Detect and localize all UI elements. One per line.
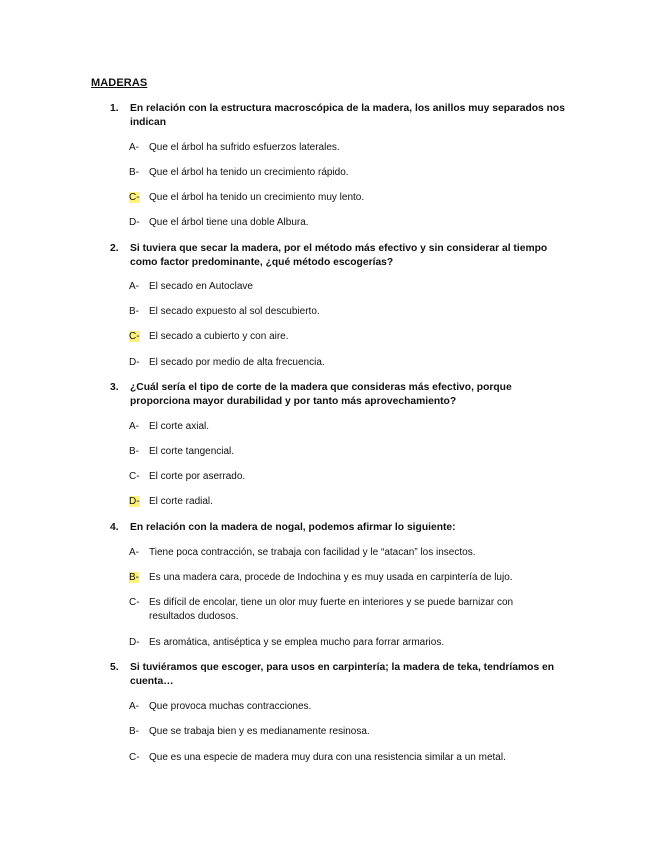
highlighted-answer-letter: D- bbox=[129, 496, 140, 507]
option-3c bbox=[129, 470, 559, 484]
question-text: Si tuviéramos que escoger, para usos en carpintería; la madera de teka, tendríamos en cuenta… bbox=[130, 662, 555, 687]
option-letter: C- bbox=[129, 752, 140, 763]
highlighted-answer-letter: B- bbox=[129, 572, 139, 583]
option-1d bbox=[129, 216, 559, 230]
option-letter: A- bbox=[129, 142, 139, 153]
option-text: Es difícil de encolar, tiene un olor muy fuerte en interiores y se puede barnizar con resultados dudosos. bbox=[149, 597, 514, 622]
option-text: El corte axial. bbox=[149, 421, 210, 432]
question-number: 2. bbox=[110, 243, 119, 254]
option-text: El corte tangencial. bbox=[149, 446, 235, 457]
highlighted-answer-letter: C- bbox=[129, 192, 140, 203]
question-number: 1. bbox=[110, 103, 119, 114]
question-2 bbox=[110, 242, 570, 270]
option-letter: B- bbox=[129, 167, 139, 178]
option-letter: B- bbox=[129, 306, 139, 317]
question-text: En relación con la estructura macroscópica de la madera, los anillos muy separados nos indican bbox=[130, 103, 565, 128]
option-letter: D- bbox=[129, 637, 140, 648]
option-text: Que el árbol ha tenido un crecimiento rápido. bbox=[149, 167, 349, 178]
option-text: Tiene poca contracción, se trabaja con facilidad y le “atacan” los insectos. bbox=[149, 547, 476, 558]
option-5a bbox=[129, 700, 559, 714]
option-text: Que se trabaja bien y es medianamente resinosa. bbox=[149, 726, 370, 737]
option-5b bbox=[129, 725, 559, 739]
option-text: Que es una especie de madera muy dura con una resistencia similar a un metal. bbox=[149, 752, 506, 763]
option-letter: A- bbox=[129, 281, 139, 292]
question-text: ¿Cuál sería el tipo de corte de la madera que consideras más efectivo, porque proporciona mayor durabilidad y por tanto más aprovechamiento? bbox=[130, 382, 512, 407]
option-text: El secado a cubierto y con aire. bbox=[149, 331, 289, 342]
question-number: 3. bbox=[110, 382, 119, 393]
option-text: El corte radial. bbox=[149, 496, 213, 507]
option-text: Que provoca muchas contracciones. bbox=[149, 701, 312, 712]
page-title: MADERAS bbox=[91, 77, 148, 89]
option-3d bbox=[129, 495, 559, 509]
option-text: El corte por aserrado. bbox=[149, 471, 246, 482]
option-letter: A- bbox=[129, 421, 139, 432]
option-text: Que el árbol ha tenido un crecimiento muy lento. bbox=[149, 192, 365, 203]
option-letter: B- bbox=[129, 726, 139, 737]
question-3 bbox=[110, 381, 570, 409]
highlighted-answer-letter: C- bbox=[129, 331, 140, 342]
option-text: Que el árbol tiene una doble Albura. bbox=[149, 217, 309, 228]
option-2b bbox=[129, 305, 559, 319]
question-4 bbox=[110, 521, 570, 535]
option-4b bbox=[129, 571, 559, 585]
option-text: El secado por medio de alta frecuencia. bbox=[149, 357, 325, 368]
option-text: Es aromática, antiséptica y se emplea mucho para forrar armarios. bbox=[149, 637, 445, 648]
option-letter: C- bbox=[129, 597, 140, 608]
option-2c bbox=[129, 330, 559, 344]
option-1b bbox=[129, 166, 559, 180]
question-text: En relación con la madera de nogal, podemos afirmar lo siguiente: bbox=[130, 522, 456, 533]
option-letter: A- bbox=[129, 701, 139, 712]
option-4a bbox=[129, 546, 559, 560]
option-2a bbox=[129, 280, 559, 294]
option-1c bbox=[129, 191, 559, 205]
option-text: El secado expuesto al sol descubierto. bbox=[149, 306, 320, 317]
option-4d bbox=[129, 636, 559, 650]
option-letter: B- bbox=[129, 446, 139, 457]
question-1 bbox=[110, 102, 570, 130]
option-text: El secado en Autoclave bbox=[149, 281, 253, 292]
option-letter: C- bbox=[129, 471, 140, 482]
option-text: Que el árbol ha sufrido esfuerzos laterales. bbox=[149, 142, 340, 153]
question-number: 5. bbox=[110, 662, 119, 673]
option-2d bbox=[129, 356, 559, 370]
option-3b bbox=[129, 445, 559, 459]
option-1a bbox=[129, 141, 559, 155]
option-letter: D- bbox=[129, 217, 140, 228]
question-number: 4. bbox=[110, 522, 119, 533]
question-text: Si tuviera que secar la madera, por el método más efectivo y sin considerar al tiempo como factor predominante, ¿qué método escogerías? bbox=[130, 243, 548, 268]
option-3a bbox=[129, 420, 559, 434]
option-letter: D- bbox=[129, 357, 140, 368]
question-5 bbox=[110, 661, 570, 689]
option-letter: A- bbox=[129, 547, 139, 558]
option-text: Es una madera cara, procede de Indochina y es muy usada en carpintería de lujo. bbox=[149, 572, 513, 583]
option-5c bbox=[129, 751, 559, 765]
option-4c bbox=[129, 596, 559, 624]
